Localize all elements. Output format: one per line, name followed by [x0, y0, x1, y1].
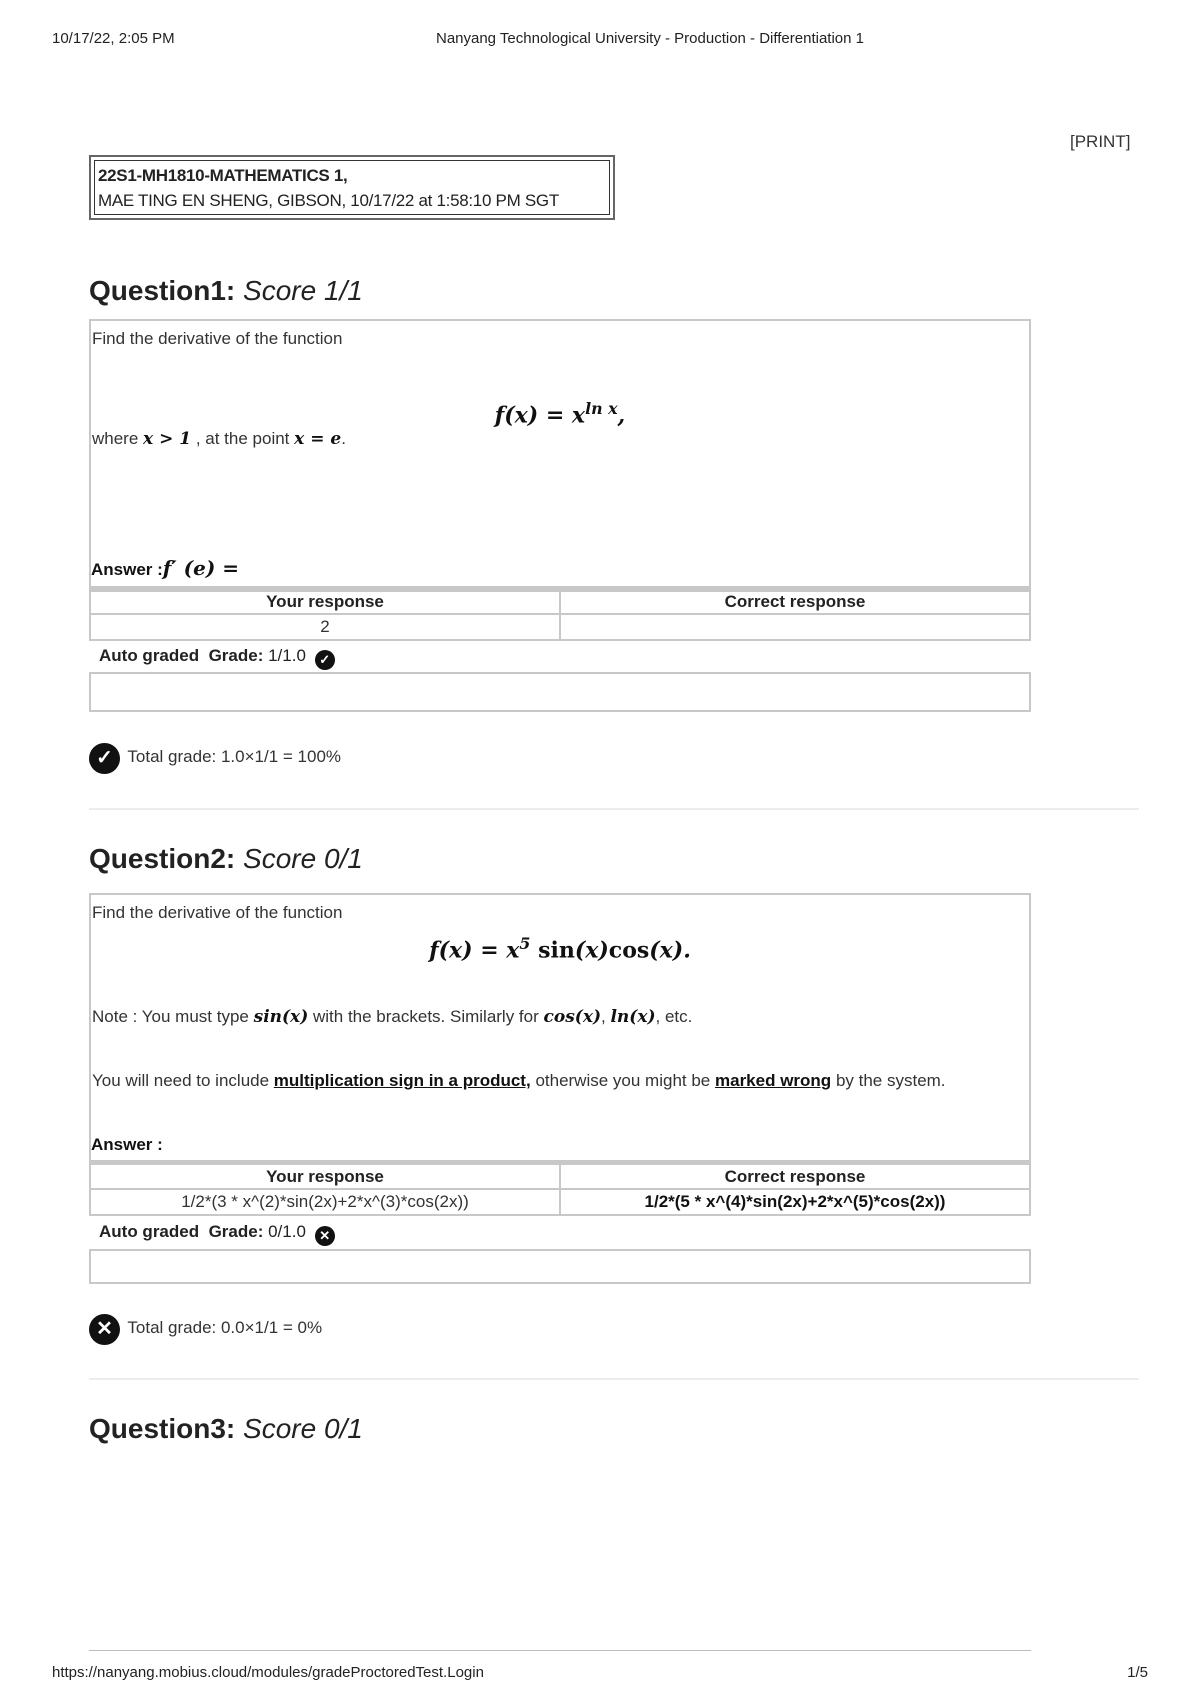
check-circle-icon: ✓ [89, 743, 120, 774]
footer-divider [89, 1650, 1031, 1651]
question-2-total [89, 1314, 322, 1345]
include-end: by the system. [835, 1071, 946, 1090]
include-mid: otherwise you might be [535, 1071, 711, 1090]
question-3-label: Question3: [89, 1413, 236, 1444]
correct-response-value: 1/2*(5 * x^(4)*sin(2x)+2*x^(5)*cos(2x)) [560, 1189, 1030, 1215]
student-attempt-info: MAE TING EN SHENG, GIBSON, 10/17/22 at 1:58:10 PM SGT [98, 191, 559, 210]
question-1-condition: where x > 1 , at the point x = e. [92, 429, 346, 449]
question-1-comment-box [89, 672, 1031, 712]
question-2-score: Score 0/1 [243, 843, 363, 874]
question-2-instruction [92, 1071, 946, 1091]
grade-value: 1/1.0 [268, 646, 306, 665]
answer-label-text: Answer : [91, 560, 163, 579]
course-info-box [89, 155, 615, 220]
condition-mid: , at the point [195, 429, 290, 448]
condition-math: x > 1 [143, 429, 192, 449]
section-divider [89, 808, 1139, 810]
include-emphasis-2: marked wrong [715, 1071, 832, 1090]
question-2-label: Question2: [89, 843, 236, 874]
correct-response-value [560, 614, 1030, 640]
section-divider [89, 1378, 1139, 1380]
note-prefix: Note : You must type [92, 1007, 249, 1026]
question-1-label: Question1: [89, 275, 236, 306]
table-row [90, 614, 1030, 640]
your-response-header: Your response [90, 588, 560, 614]
print-datetime: 10/17/22, 2:05 PM [52, 30, 175, 47]
note-sin: sin(x) [253, 1007, 309, 1027]
question-2-heading [89, 843, 363, 875]
question-1-response-table [89, 586, 1031, 641]
question-1-heading [89, 275, 363, 307]
course-info-inner [94, 160, 610, 215]
course-code: 22S1-MH1810-MATHEMATICS 1, [98, 166, 348, 185]
total-grade-text: Total grade: 0.0×1/1 = 0% [127, 1318, 323, 1337]
question-2-box [89, 893, 1031, 1211]
your-response-header: Your response [90, 1163, 560, 1189]
question-2-comment-box [89, 1249, 1031, 1284]
grade-label: Grade: [208, 1222, 264, 1241]
x-circle-icon: ✕ [315, 1226, 335, 1246]
page-number: 1/5 [1127, 1664, 1148, 1681]
table-row [90, 1189, 1030, 1215]
note-ln: ln(x) [610, 1007, 656, 1027]
include-prefix: You will need to include [92, 1071, 270, 1090]
question-1-box [89, 319, 1031, 636]
print-page-title: Nanyang Technological University - Production - Differentiation 1 [435, 30, 864, 47]
answer-math: f′ (e) = [162, 556, 240, 580]
note-mid: with the brackets. Similarly for [312, 1007, 539, 1026]
condition-point: x = e [294, 429, 342, 449]
question-1-score: Score 1/1 [243, 275, 363, 306]
question-1-prompt: Find the derivative of the function [92, 329, 343, 348]
question-1-answer-label [91, 556, 239, 580]
correct-response-header: Correct response [560, 1163, 1030, 1189]
total-grade-text: Total grade: 1.0×1/1 = 100% [127, 747, 342, 766]
page-url: https://nanyang.mobius.cloud/modules/gradeProctoredTest.Login [52, 1664, 484, 1681]
question-1-grade-line [99, 646, 335, 670]
question-2-response-table [89, 1161, 1031, 1216]
your-response-value: 2 [90, 614, 560, 640]
question-2-equation: $f(x) = x^5$ sin(x)cos(x). [429, 934, 691, 964]
question-2-prompt: Find the derivative of the function [92, 903, 343, 922]
grade-label: Grade: [208, 646, 264, 665]
condition-prefix: where [92, 429, 139, 448]
table-header-row [90, 1163, 1030, 1189]
print-header [0, 30, 1200, 50]
x-circle-icon: ✕ [89, 1314, 120, 1345]
your-response-value: 1/2*(3 * x^(2)*sin(2x)+2*x^(3)*cos(2x)) [90, 1189, 560, 1215]
question-3-heading [89, 1413, 363, 1445]
auto-graded-label: Auto graded [99, 1222, 200, 1241]
check-circle-icon: ✓ [315, 650, 335, 670]
note-end: , etc. [655, 1007, 693, 1026]
print-link[interactable]: [PRINT] [1070, 132, 1131, 151]
question-1-equation: $f(x) = x^{ln x}$, [494, 399, 626, 429]
note-cos: cos(x) [543, 1007, 601, 1027]
question-2-answer-label: Answer : [91, 1135, 163, 1154]
question-2-note: Note : You must type sin(x) with the brackets. Similarly for cos(x), ln(x), etc. [92, 1007, 693, 1027]
question-2-grade-line [99, 1222, 335, 1246]
include-emphasis: multiplication sign in a product, [273, 1071, 531, 1090]
auto-graded-label: Auto graded [99, 646, 200, 665]
table-header-row [90, 588, 1030, 614]
correct-response-header: Correct response [560, 588, 1030, 614]
grade-value: 0/1.0 [268, 1222, 306, 1241]
question-1-total [89, 743, 341, 774]
question-3-score: Score 0/1 [243, 1413, 363, 1444]
